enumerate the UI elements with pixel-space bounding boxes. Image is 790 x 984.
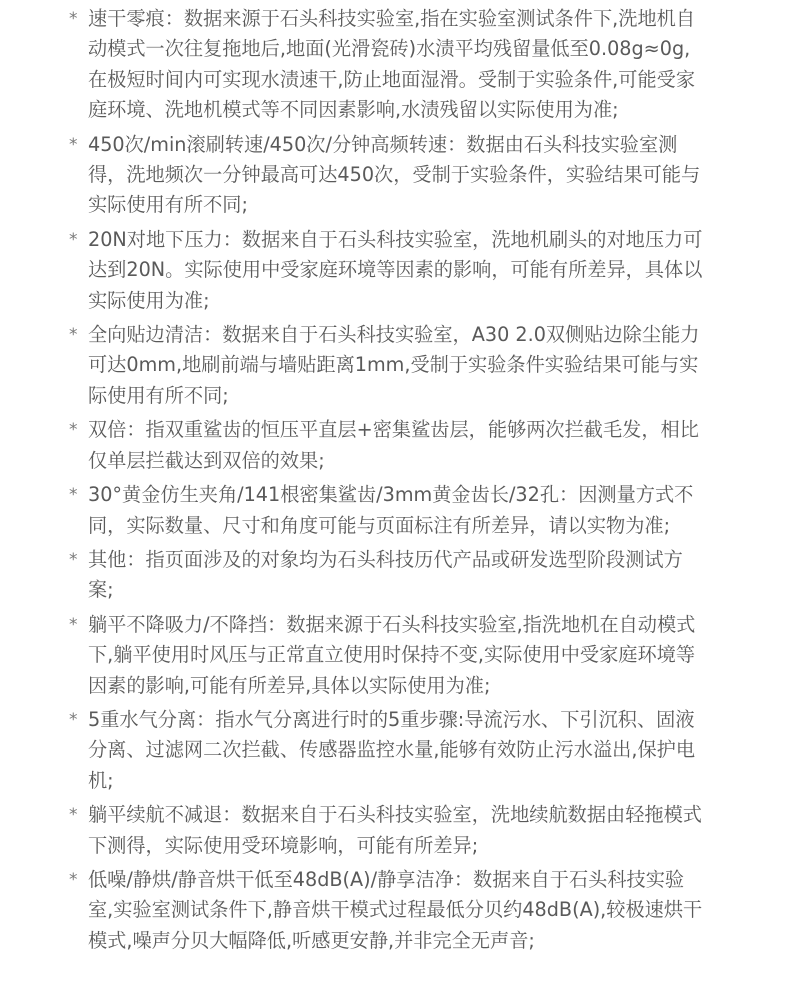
footnote-text: 全向贴边清洁：数据来自于石头科技实验室，A30 2.0双侧贴边除尘能力可达0mm,地刷前端与墙贴距离1mm,受制于实验条件实验结果可能与实际使用有所不同; xyxy=(88,323,700,407)
asterisk-marker: * xyxy=(69,325,78,346)
footnote-text: 速干零痕：数据来源于石头科技实验室,指在实验室测试条件下,洗地机自动模式一次往复拖地后,地面(光滑瓷砖)水渍平均残留量低至0.08g≈0g, 在极短时间内可实现水渍速干,防止地面湿滑。受制于实验条件,可能受家庭环境、洗地机模式等不同因素影响,水渍残留以实际使用为准; xyxy=(88,7,710,122)
footnote-item xyxy=(0,800,700,861)
footnote-text: 双倍：指双重鲨齿的恒压平直层+密集鲨齿层，能够两次拦截毛发，相比仅单层拦截达到双倍的效果; xyxy=(88,418,699,472)
footnote-text: 其他：指页面涉及的对象均为石头科技历代产品或研发选型阶段测试方案; xyxy=(88,547,683,602)
footnote-text: 躺平不降吸力/不降挡：数据来源于石头科技实验室,指洗地机在自动模式下,躺平使用时风压与正常直立使用时保持不变,实际使用中受家庭环境等因素的影响,可能有所差异,具体以实际使用为准; xyxy=(88,612,696,697)
footnote-item xyxy=(0,4,710,126)
footnote-item xyxy=(0,545,700,606)
footnote-text: 低噪/静烘/静音烘干低至48dB(A)/静享洁净：数据来自于石头科技实验室,实验室测试条件下,静音烘干模式过程最低分贝约48dB(A),较极速烘干模式,噪声分贝大幅降低,听感更安静,并非完全无声音; xyxy=(88,867,703,952)
asterisk-marker: * xyxy=(69,614,78,635)
asterisk-marker: * xyxy=(69,805,78,826)
footnote-item xyxy=(0,225,703,316)
footnote-item xyxy=(0,610,700,701)
asterisk-marker: * xyxy=(69,485,78,506)
footnote-text: 450次/min滚刷转速/450次/分钟高频转速：数据由石头科技实验室测得，洗地频次一分钟最高可达450次，受制于实验条件，实验结果可能与实际使用有所不同; xyxy=(88,132,701,217)
footnote-text: 20N对地下压力：数据来自于石头科技实验室，洗地机刷头的对地压力可达到20N。实际使用中受家庭环境等因素的影响，可能有所差异，具体以实际使用为准; xyxy=(88,227,703,312)
footnote-item xyxy=(0,705,700,796)
asterisk-marker: * xyxy=(69,709,78,730)
footnote-item xyxy=(0,130,700,221)
asterisk-marker: * xyxy=(69,420,78,441)
footnote-text: 躺平续航不减退：数据来自于石头科技实验室，洗地续航数据由轻拖模式下测得，实际使用受环境影响，可能有所差异; xyxy=(88,803,702,857)
asterisk-marker: * xyxy=(69,9,78,29)
footnote-text: 5重水气分离：指水气分离进行时的5重步骤:导流污水、下引沉积、固液分离、过滤网二次拦截、传感器监控水量,能够有效防止污水溢出,保护电机; xyxy=(88,707,696,792)
footnote-item xyxy=(0,480,700,541)
footnote-item xyxy=(0,865,703,956)
asterisk-marker: * xyxy=(69,869,78,890)
asterisk-marker: * xyxy=(69,134,78,155)
asterisk-marker: * xyxy=(69,549,78,570)
asterisk-marker: * xyxy=(69,229,78,250)
footnote-text: 30°黄金仿生夹角/141根密集鲨齿/3mm黄金齿长/32孔：因测量方式不同，实际数量、尺寸和角度可能与页面标注有所差异，请以实物为准; xyxy=(88,483,694,537)
footnote-item xyxy=(0,415,700,476)
footnote-item xyxy=(0,320,700,411)
